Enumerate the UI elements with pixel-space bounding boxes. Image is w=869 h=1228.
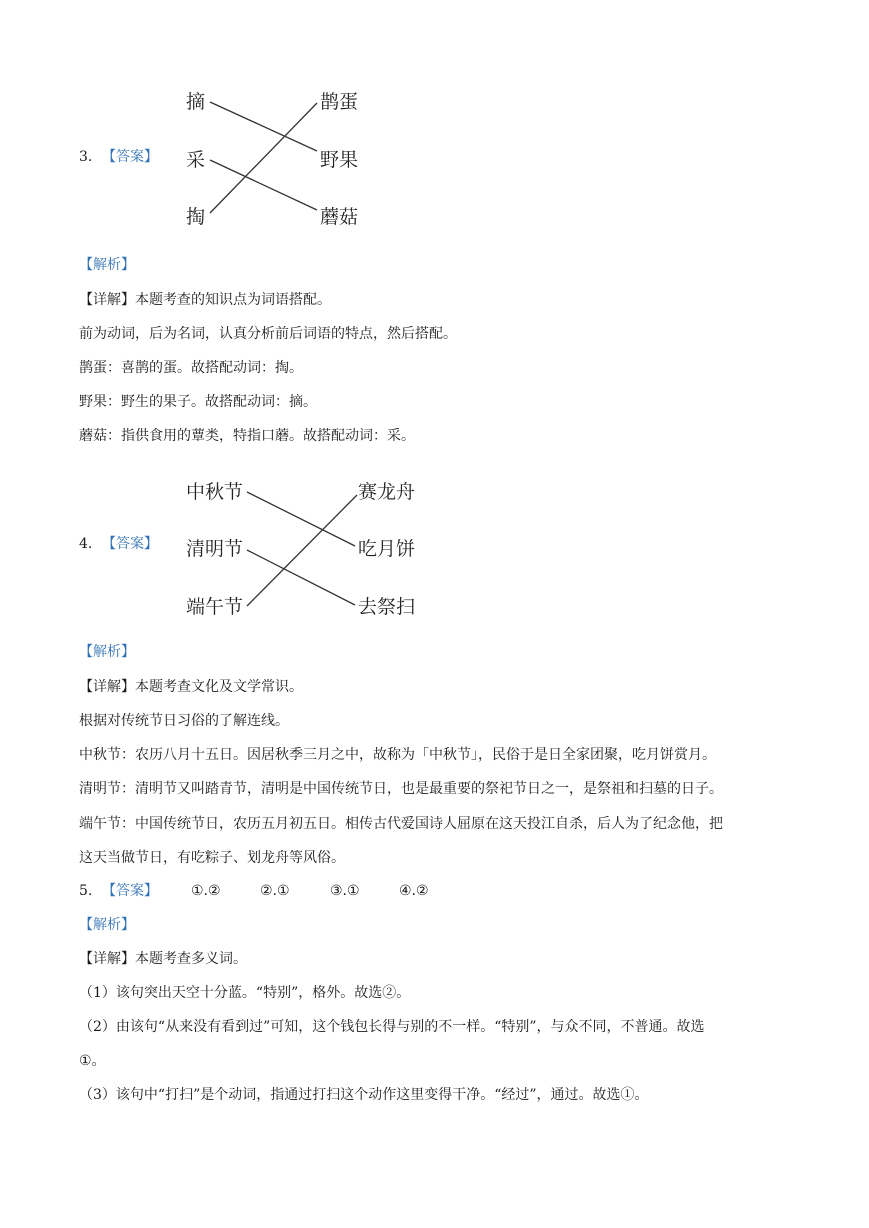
q3-text-line: 鹊蛋：喜鹊的蛋。故搭配动词：掏。: [79, 360, 303, 376]
q5-answer-tag: 【答案】: [102, 883, 158, 899]
q5-detail-text: 本题考查多义词。: [135, 951, 247, 967]
q3-left-word: 掏: [186, 206, 206, 228]
q4-text-line: 这天当做节日，有吃粽子、划龙舟等风俗。: [79, 850, 345, 866]
q3-detail-text: 本题考查的知识点为词语搭配。: [135, 292, 331, 308]
q4-detail-line: [79, 677, 303, 697]
q4-right-word: 吃月饼: [358, 538, 416, 560]
q3-left-word: 采: [186, 149, 206, 171]
q4-detail-tag: 【详解】: [79, 679, 135, 695]
q4-line-qingming-jisao: [247, 550, 355, 605]
q4-right-word: 赛龙舟: [358, 481, 416, 503]
q3-right-word: 蘑菇: [320, 206, 359, 228]
q5-detail-line: [79, 949, 247, 969]
q5-number: 5.: [79, 883, 93, 899]
q4-text-line: 端午节：中国传统节日，农历五月初五日。相传古代爱国诗人屈原在这天投江自杀，后人为了纪念他，把: [79, 816, 723, 832]
q4-text-line: 清明节：清明节又叫踏青节，清明是中国传统节日，也是最重要的祭祀节日之一，是祭祖和扫墓的日子。: [79, 781, 723, 797]
q5-answer: ②.①: [260, 883, 290, 899]
q3-right-word: 鹊蛋: [320, 91, 359, 113]
q3-text-line: 前为动词，后为名词，认真分析前后词语的特点，然后搭配。: [79, 326, 457, 342]
q3-analysis-tag: 【解析】: [79, 257, 135, 273]
q4-detail-text: 本题考查文化及文学常识。: [135, 679, 303, 695]
q5-text-line: （2）由该句“从来没有看到过”可知，这个钱包长得与别的不一样。“特别”，与众不同，不普通。故选: [79, 1019, 705, 1035]
q4-left-word: 端午节: [186, 596, 244, 618]
q5-answer: ①.②: [191, 883, 221, 899]
q4-analysis-tag: 【解析】: [79, 644, 135, 660]
q4-text-line: 根据对传统节日习俗的了解连线。: [79, 713, 289, 729]
q5-answer: ④.②: [399, 883, 429, 899]
q4-right-word: 去祭扫: [358, 596, 416, 618]
q3-left-word: 摘: [186, 91, 206, 113]
q4-answer-tag: 【答案】: [102, 536, 158, 552]
q5-analysis-tag: 【解析】: [79, 917, 135, 933]
q3-number: 3.: [79, 149, 93, 165]
q5-answer: ③.①: [330, 883, 360, 899]
q5-detail-tag: 【详解】: [79, 951, 135, 967]
q4-line-duanwu-longzhou: [247, 495, 357, 606]
q3-text-line: 野果：野生的果子。故搭配动词：摘。: [79, 394, 317, 410]
q4-left-word: 中秋节: [186, 481, 244, 503]
q4-line-zhongqiu-yuebing: [247, 492, 355, 546]
q4-text-line: 中秋节：农历八月十五日。因居秋季三月之中，故称为「中秋节」，民俗于是日全家团聚，吃月饼赏月。: [79, 747, 716, 763]
q3-detail-tag: 【详解】: [79, 292, 135, 308]
q4-number: 4.: [79, 536, 93, 552]
q3-right-word: 野果: [320, 149, 359, 171]
q4-left-word: 清明节: [186, 538, 244, 560]
q5-text-line: （1）该句突出天空十分蓝。“特别”，格外。故选②。: [79, 985, 411, 1001]
q5-text-line: ①。: [79, 1053, 106, 1069]
q5-text-line: （3）该句中“打扫”是个动词，指通过打扫这个动作这里变得干净。“经过”，通过。故选①。: [79, 1087, 649, 1103]
q3-text-line: 蘑菇：指供食用的蕈类，特指口蘑。故搭配动词：采。: [79, 428, 415, 444]
q3-answer-tag: 【答案】: [102, 149, 158, 165]
